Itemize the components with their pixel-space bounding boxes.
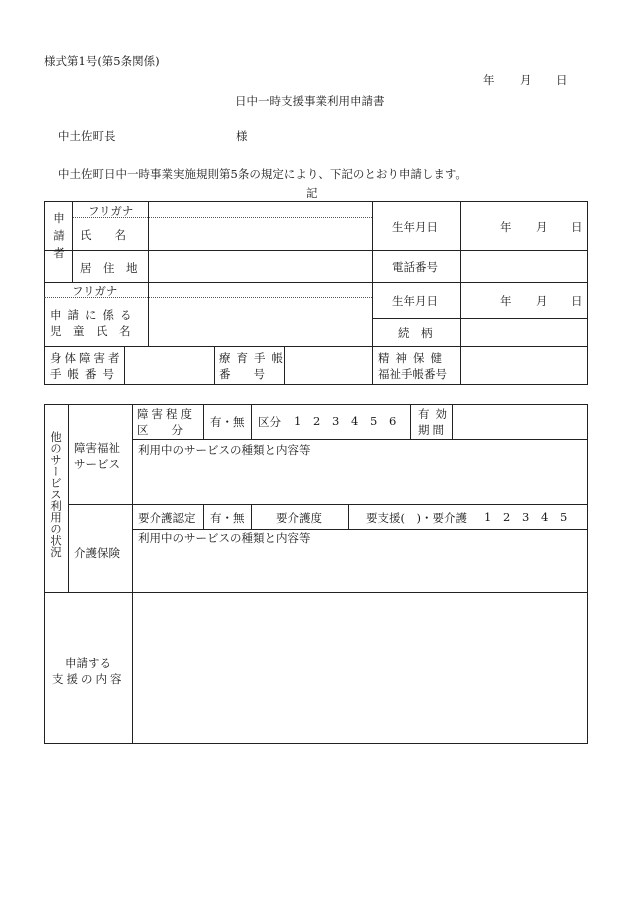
applicant-label: 申請者 [52, 212, 66, 265]
validity-label-line2: 期間 [418, 423, 447, 437]
birthdate-year: 年 [500, 220, 512, 234]
category-option-5[interactable]: 5 [370, 414, 378, 428]
request-label-line1: 申請する [65, 656, 111, 670]
care-insurance-label: 介護保険 [74, 546, 120, 560]
validity-label-line1: 有効 [418, 407, 453, 421]
name-label: 氏 名 [80, 228, 126, 242]
mental-handbook-input[interactable] [462, 348, 586, 383]
physical-handbook-line2: 手帳番号 [50, 367, 120, 381]
child-name-input[interactable] [150, 299, 370, 345]
honorific: 様 [236, 129, 248, 143]
care-option-3[interactable]: 3 [522, 510, 530, 524]
disability-service-line1: 障害福祉 [74, 441, 120, 455]
category-option-2[interactable]: 2 [313, 414, 321, 428]
date-month: 月 [520, 73, 532, 87]
care-option-5[interactable]: 5 [560, 510, 568, 524]
degree-label-line2: 区 分 [137, 423, 183, 437]
relation-input[interactable] [462, 320, 586, 345]
statement: 中土佐町日中一時事業実施規則第5条の規定により、下記のとおり申請します。 [58, 167, 467, 181]
care-option-2[interactable]: 2 [503, 510, 511, 524]
child-birthdate-month: 月 [536, 294, 548, 308]
child-birthdate-year: 年 [500, 294, 512, 308]
validity-input[interactable] [454, 406, 586, 438]
services-in-use-label: 利用中のサービスの種類と内容等 [138, 443, 311, 457]
other-services-label: 他のサービス利用の状況 [49, 431, 63, 558]
name-input[interactable] [150, 219, 370, 249]
child-label-line2: 児 童 氏 名 [50, 324, 131, 338]
address-input[interactable] [150, 252, 370, 281]
form-number: 様式第1号(第5条関係) [44, 54, 160, 68]
relation-label: 続 柄 [398, 326, 433, 340]
support-level-label: 要支援( )・要介護 [366, 511, 467, 525]
degree-yes-no[interactable]: 有・無 [210, 415, 245, 429]
ki-mark: 記 [306, 186, 318, 200]
mental-handbook-line1: 精神保健 [378, 351, 448, 365]
form-title: 日中一時支援事業利用申請書 [235, 94, 385, 108]
care-services-in-use-label: 利用中のサービスの種類と内容等 [138, 531, 311, 545]
birthdate-label: 生年月日 [392, 220, 438, 234]
ryoiku-handbook-input[interactable] [286, 348, 370, 383]
physical-handbook-input[interactable] [126, 348, 212, 383]
child-label-line1: 申請に係る [50, 308, 138, 322]
care-level-label: 要介護度 [276, 511, 322, 525]
category-option-4[interactable]: 4 [351, 414, 359, 428]
degree-label-line1: 障害程度 [137, 407, 195, 421]
mental-handbook-line2: 福祉手帳番号 [378, 367, 447, 381]
disability-service-line2: サービス [74, 457, 120, 471]
category-option-6[interactable]: 6 [389, 414, 397, 428]
care-services-in-use-input[interactable] [134, 546, 586, 591]
ryoiku-handbook-line1: 療育手帳 [219, 351, 289, 365]
date-day: 日 [556, 73, 568, 87]
care-certification-label: 要介護認定 [138, 511, 196, 525]
care-option-1[interactable]: 1 [484, 510, 492, 524]
request-label-line2: 支援の内容 [52, 672, 125, 686]
birthdate-month: 月 [536, 220, 548, 234]
child-birthdate-day: 日 [571, 294, 583, 308]
phone-label: 電話番号 [392, 260, 438, 274]
birthdate-day: 日 [571, 220, 583, 234]
date-year: 年 [483, 73, 495, 87]
services-in-use-input[interactable] [134, 458, 586, 503]
ryoiku-handbook-line2: 番 号 [219, 367, 265, 381]
physical-handbook-line1: 身体障害者 [50, 351, 123, 365]
category-option-3[interactable]: 3 [332, 414, 340, 428]
category-label: 区分 [258, 415, 281, 429]
child-furigana-label: フリガナ [72, 284, 118, 298]
care-yes-no[interactable]: 有・無 [210, 511, 245, 525]
furigana-label: フリガナ [88, 204, 134, 218]
child-birthdate-label: 生年月日 [392, 294, 438, 308]
address-label: 居 住 地 [80, 261, 138, 275]
phone-input[interactable] [462, 252, 586, 281]
category-option-1[interactable]: 1 [294, 414, 302, 428]
addressee: 中土佐町長 [58, 129, 116, 143]
care-option-4[interactable]: 4 [541, 510, 549, 524]
request-content-input[interactable] [134, 594, 586, 743]
